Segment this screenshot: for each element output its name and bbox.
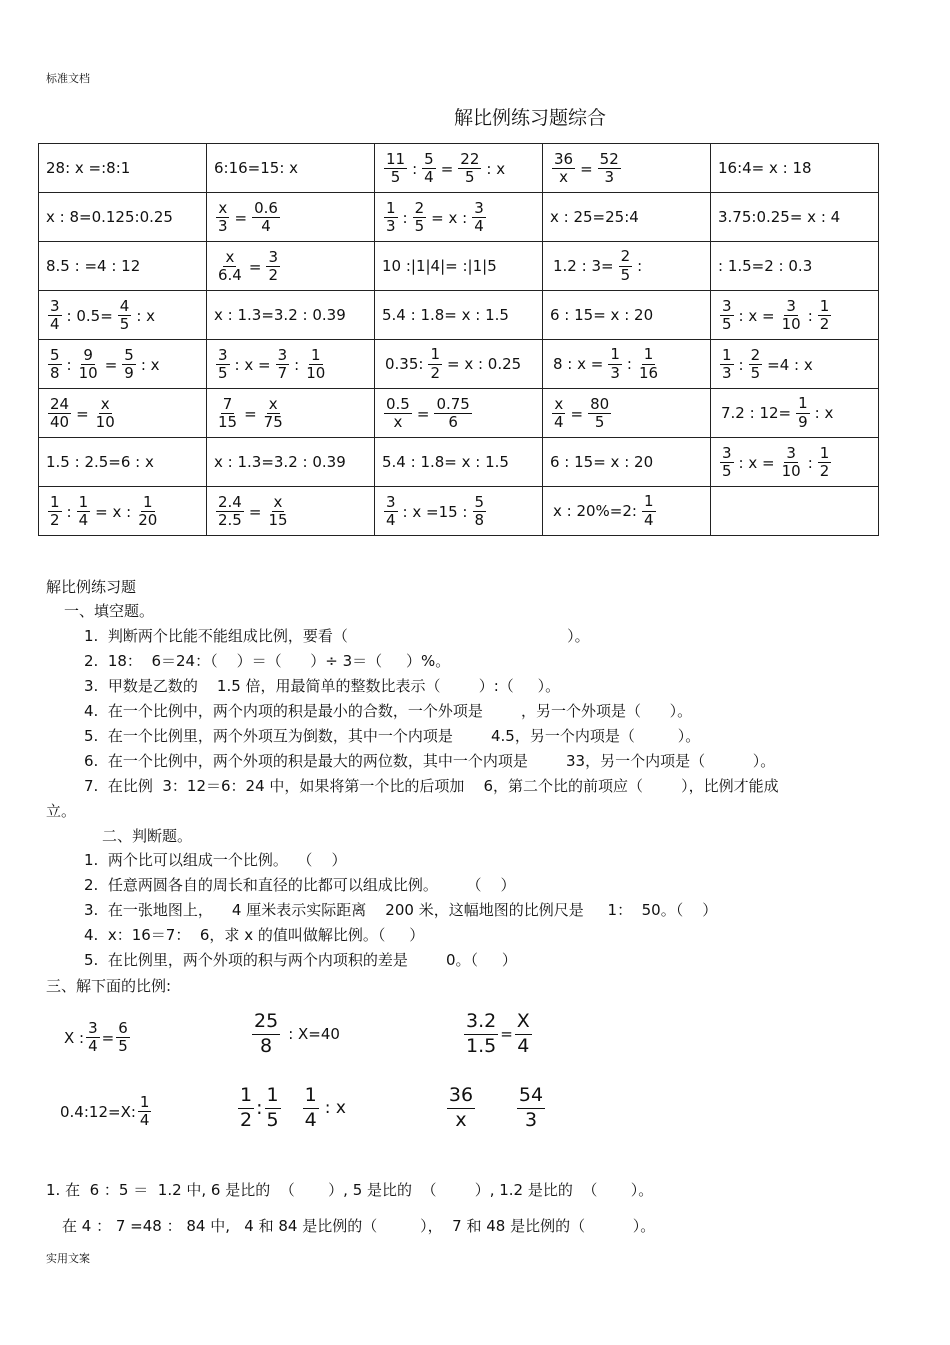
fraction: $\frac{x}{3}$ xyxy=(218,198,228,235)
equation: 6 : 15= x : 20 xyxy=(550,453,654,471)
grid-cell xyxy=(711,438,879,487)
grid-cell xyxy=(39,242,207,291)
solve-problem-1: X : $\frac{3}{4}$ = $\frac{6}{5}$ xyxy=(64,1019,128,1056)
equation: 1.2 : 3= $\frac{2}{5}$ : xyxy=(553,247,643,284)
fraction: $\frac{7}{15}$ xyxy=(218,394,238,431)
equation: 3.75:0.25= x : 4 xyxy=(718,208,841,226)
fraction: $\frac{24}{40}$ xyxy=(50,394,70,431)
equation: $\frac{1}{2}$ : $\frac{1}{4}$ = x : $\frac{1}{20}$ xyxy=(50,492,158,529)
equation: $\frac{5}{8}$ : $\frac{9}{10}$ = $\frac{5}{9}$ : x xyxy=(50,345,160,382)
grid-cell xyxy=(543,242,711,291)
fraction: $\frac{x}{4}$ xyxy=(554,394,564,431)
fill-list xyxy=(84,624,914,799)
grid-row xyxy=(39,291,879,340)
fraction: $\frac{1}{9}$ xyxy=(798,394,808,431)
grid-cell xyxy=(711,242,879,291)
fraction: $\frac{1}{4}$ xyxy=(139,1093,150,1130)
grid-cell xyxy=(39,144,207,193)
fill-item: 2. 18： 6＝24：（ ）＝（ ）÷ 3＝（ ）%。 xyxy=(84,652,451,670)
fraction: $\frac{11}{5}$ xyxy=(386,149,406,186)
judge-item: 1. 两个比可以组成一个比例。 （ ） xyxy=(84,851,347,869)
fraction: $\frac{3}{4}$ xyxy=(88,1019,98,1056)
fraction: $\frac{1}{2}$ xyxy=(430,345,440,382)
fraction: $\frac{0.75}{6}$ xyxy=(436,394,470,431)
judge-item: 2. 任意两圆各自的周长和直径的比都可以组成比例。 （ ） xyxy=(84,876,516,894)
grid-cell xyxy=(375,193,543,242)
solve-problem-3: $\frac{3.2}{1.5}$ = $\frac{X}{4}$ xyxy=(466,1010,530,1057)
grid-row xyxy=(39,242,879,291)
fraction: $\frac{36}{x}$ xyxy=(554,149,574,186)
fraction: $\frac{3}{2}$ xyxy=(268,247,278,284)
grid-row xyxy=(39,193,879,242)
fraction: $\frac{1}{3}$ xyxy=(610,345,620,382)
grid-cell xyxy=(39,487,207,536)
grid-cell xyxy=(207,389,375,438)
equation: $\frac{3}{4}$ : x =15 : $\frac{5}{8}$ xyxy=(386,492,485,529)
solve-problem-5: $\frac{1}{2}$ : $\frac{1}{5}$ $\frac{1}{4}$ : x xyxy=(240,1084,346,1131)
equation: $\frac{3}{5}$ : x = $\frac{3}{10}$ : $\frac{1}{2}$ xyxy=(722,296,830,333)
fraction: $\frac{3}{10}$ xyxy=(781,296,801,333)
judge-heading: 二、判断题。 xyxy=(102,827,193,845)
equation: 5.4 : 1.8= x : 1.5 xyxy=(382,306,509,324)
grid-cell xyxy=(543,389,711,438)
fraction: $\frac{0.6}{4}$ xyxy=(254,198,278,235)
solve-heading: 三、解下面的比例: xyxy=(46,977,172,995)
judge-item: 3. 在一张地图上， 4 厘米表示实际距离 200 米，这幅地图的比例尺是 1： 50。（ ） xyxy=(84,901,718,919)
fraction: $\frac{2}{5}$ xyxy=(414,198,425,235)
fill-item-7-continuation: 立。 xyxy=(46,802,77,820)
equation: x : 25=25:4 xyxy=(550,208,639,226)
fraction: $\frac{36}{x}$ xyxy=(448,1084,474,1131)
fraction: $\frac{1}{4}$ xyxy=(643,492,654,529)
solve-problem-4: 0.4:12=X: $\frac{1}{4}$ xyxy=(60,1093,150,1130)
fill-item: 4. 在一个比例中，两个内项的积是最小的合数，一个外项是 ，另一个外项是（ ）。 xyxy=(84,702,693,720)
fill-item: 1. 判断两个比能不能组成比例，要看（ ）。 xyxy=(84,627,590,645)
grid-cell xyxy=(39,291,207,340)
grid-cell xyxy=(207,193,375,242)
grid-row xyxy=(39,487,879,536)
equation: 8 : x = $\frac{1}{3}$ : $\frac{1}{16}$ xyxy=(553,345,659,382)
fraction: $\frac{3}{10}$ xyxy=(781,443,801,480)
fraction: $\frac{1}{2}$ xyxy=(819,443,830,480)
equation: $\frac{x}{6.4}$ = $\frac{3}{2}$ xyxy=(218,247,278,284)
section-heading: 解比例练习题 xyxy=(46,578,137,596)
fraction: $\frac{52}{3}$ xyxy=(599,149,619,186)
fraction: $\frac{4}{5}$ xyxy=(119,296,130,333)
grid-cell xyxy=(375,242,543,291)
grid-cell xyxy=(711,291,879,340)
equation: 6 : 15= x : 20 xyxy=(550,306,654,324)
equation: $\frac{x}{3}$ = $\frac{0.6}{4}$ xyxy=(218,198,278,235)
grid-cell xyxy=(207,242,375,291)
fraction: $\frac{3}{7}$ xyxy=(277,345,288,382)
fraction: $\frac{1}{20}$ xyxy=(138,492,158,529)
equation: $\frac{36}{x}$ = $\frac{52}{3}$ xyxy=(554,149,619,186)
equation: x : 1.3=3.2 : 0.39 xyxy=(214,306,346,324)
grid-cell xyxy=(207,438,375,487)
grid-cell xyxy=(39,389,207,438)
fraction: $\frac{5}{4}$ xyxy=(424,149,434,186)
fill-item: 6. 在一个比例中，两个外项的积是最大的两位数，其中一个内项是 33，另一个内项是（ ）。 xyxy=(84,752,776,770)
fraction: $\frac{X}{4}$ xyxy=(516,1010,530,1057)
grid-cell xyxy=(375,340,543,389)
grid-cell xyxy=(375,144,543,193)
fraction: $\frac{6}{5}$ xyxy=(118,1019,128,1056)
equation: 7.2 : 12= $\frac{1}{9}$ : x xyxy=(721,394,834,431)
equation: $\frac{x}{4}$ = $\frac{80}{5}$ xyxy=(554,394,610,431)
equation: $\frac{7}{15}$ = $\frac{x}{75}$ xyxy=(218,394,283,431)
fraction: $\frac{2.4}{2.5}$ xyxy=(218,492,242,529)
grid-row xyxy=(39,144,879,193)
grid-cell xyxy=(711,340,879,389)
equation: $\frac{24}{40}$ = $\frac{x}{10}$ xyxy=(50,394,115,431)
grid-cell xyxy=(39,193,207,242)
page-title: 解比例练习题综合 xyxy=(453,107,606,129)
fraction: $\frac{1}{3}$ xyxy=(386,198,396,235)
grid-cell xyxy=(207,144,375,193)
equation: $\frac{0.5}{x}$ = $\frac{0.75}{6}$ xyxy=(386,394,470,431)
bottom-line-1: 1. 在 6 ：5 ＝ 1.2 中, 6 是比的 （ ）, 5 是比的 （ ）, 1.2 是比的 （ ）。 xyxy=(46,1181,654,1199)
fraction: $\frac{1}{4}$ xyxy=(304,1084,317,1131)
equation: 5.4 : 1.8= x : 1.5 xyxy=(382,453,509,471)
header-label: 标准文档 xyxy=(46,72,90,85)
fraction: $\frac{3}{4}$ xyxy=(386,492,396,529)
equation: $\frac{3}{5}$ : x = $\frac{3}{7}$ : $\frac{1}{10}$ xyxy=(218,345,326,382)
grid-cell xyxy=(711,389,879,438)
fraction: $\frac{5}{9}$ xyxy=(124,345,134,382)
fraction: $\frac{2}{5}$ xyxy=(620,247,631,284)
fraction: $\frac{9}{10}$ xyxy=(78,345,98,382)
fraction: $\frac{2}{5}$ xyxy=(750,345,761,382)
fraction: $\frac{3}{5}$ xyxy=(722,296,732,333)
fraction: $\frac{80}{5}$ xyxy=(590,394,610,431)
fraction: $\frac{3.2}{1.5}$ xyxy=(466,1010,497,1057)
fill-item: 3. 甲数是乙数的 1.5 倍，用最简单的整数比表示（ ）:（ ）。 xyxy=(84,677,561,695)
grid-cell xyxy=(375,291,543,340)
fraction: $\frac{3}{5}$ xyxy=(722,443,732,480)
equation: $\frac{3}{4}$ : 0.5= $\frac{4}{5}$ : x xyxy=(50,296,156,333)
fraction: $\frac{x}{15}$ xyxy=(268,492,288,529)
equation: $\frac{1}{3}$ : $\frac{2}{5}$ =4 : x xyxy=(722,345,813,382)
fraction: $\frac{5}{8}$ xyxy=(474,492,485,529)
fraction: $\frac{1}{3}$ xyxy=(722,345,732,382)
fraction: $\frac{1}{2}$ xyxy=(50,492,60,529)
fraction: $\frac{x}{75}$ xyxy=(263,394,283,431)
fraction: $\frac{1}{5}$ xyxy=(266,1084,279,1131)
grid-cell xyxy=(543,340,711,389)
fraction: $\frac{x}{10}$ xyxy=(95,394,115,431)
fraction: $\frac{5}{8}$ xyxy=(50,345,60,382)
fraction: $\frac{3}{4}$ xyxy=(50,296,60,333)
fill-item: 5. 在一个比例里，两个外项互为倒数，其中一个内项是 4.5，另一个内项是（ ）。 xyxy=(84,727,701,745)
judge-list xyxy=(84,848,914,973)
fraction: $\frac{1}{10}$ xyxy=(306,345,326,382)
equation: 6:16=15: x xyxy=(214,159,299,177)
grid-cell xyxy=(711,487,879,536)
fraction: $\frac{x}{6.4}$ xyxy=(218,247,242,284)
equation: 16:4= x : 18 xyxy=(718,159,812,177)
grid-row xyxy=(39,389,879,438)
equation: x : 1.3=3.2 : 0.39 xyxy=(214,453,346,471)
fraction: $\frac{54}{3}$ xyxy=(518,1084,544,1131)
equation: 8.5 : =4 : 12 xyxy=(46,257,141,275)
equation: 1.5 : 2.5=6 : x xyxy=(46,453,154,471)
equation: x : 20%=2: $\frac{1}{4}$ xyxy=(553,492,654,529)
equation: $\frac{3}{5}$ : x = $\frac{3}{10}$ : $\frac{1}{2}$ xyxy=(722,443,830,480)
grid-cell xyxy=(39,340,207,389)
fraction: $\frac{1}{2}$ xyxy=(240,1084,253,1131)
grid-cell xyxy=(207,487,375,536)
grid-cell xyxy=(39,438,207,487)
equation: $\frac{1}{3}$ : $\frac{2}{5}$ = x : $\frac{3}{4}$ xyxy=(386,198,484,235)
bottom-line-2: 在 4 ： 7 =48 ： 84 中, 4 和 84 是比例的（ ）， 7 和 48 是比例的（ ）。 xyxy=(62,1217,656,1235)
equation: x : 8=0.125:0.25 xyxy=(46,208,173,226)
fill-heading: 一、填空题。 xyxy=(64,602,155,620)
grid-cell xyxy=(375,487,543,536)
fraction: $\frac{3}{4}$ xyxy=(474,198,484,235)
grid-cell xyxy=(543,291,711,340)
grid-cell xyxy=(543,438,711,487)
grid-row xyxy=(39,438,879,487)
equation: 10 :|1|4|= :|1|5 xyxy=(382,257,497,275)
fraction: $\frac{22}{5}$ xyxy=(460,149,480,186)
grid-cell xyxy=(375,389,543,438)
grid-cell xyxy=(711,193,879,242)
grid-cell xyxy=(375,438,543,487)
grid-cell xyxy=(207,291,375,340)
solve-problem-2: $\frac{25}{8}$ : X=40 xyxy=(254,1010,340,1057)
exercise-grid xyxy=(38,143,879,536)
fraction: $\frac{25}{8}$ xyxy=(254,1010,279,1057)
fraction: $\frac{0.5}{x}$ xyxy=(386,394,410,431)
equation: $\frac{11}{5}$ : $\frac{5}{4}$ = $\frac{22}{5}$ : x xyxy=(386,149,506,186)
grid-cell xyxy=(543,193,711,242)
fraction: $\frac{1}{16}$ xyxy=(638,345,659,382)
grid-cell xyxy=(711,144,879,193)
equation: 28: x =:8:1 xyxy=(46,159,131,177)
fraction: $\frac{1}{2}$ xyxy=(819,296,830,333)
equation: : 1.5=2 : 0.3 xyxy=(718,257,813,275)
judge-item: 4. x：16＝7： 6，求 x 的值叫做解比例。（ ） xyxy=(84,926,425,944)
judge-item: 5. 在比例里，两个外项的积与两个内项积的差是 0。（ ） xyxy=(84,951,517,969)
grid-cell xyxy=(207,340,375,389)
fill-item: 7. 在比例 3：12＝6：24 中，如果将第一个比的后项加 6，第二个比的前项应（ ），比例才能成 xyxy=(84,777,779,795)
solve-problem-6 xyxy=(442,1084,550,1133)
grid-cell xyxy=(543,487,711,536)
grid-cell xyxy=(543,144,711,193)
fraction: $\frac{3}{5}$ xyxy=(218,345,228,382)
equation: $\frac{2.4}{2.5}$ = $\frac{x}{15}$ xyxy=(218,492,288,529)
grid-row xyxy=(39,340,879,389)
equation: 0.35: $\frac{1}{2}$ = x : 0.25 xyxy=(385,345,522,382)
footer-label: 实用文案 xyxy=(46,1252,90,1265)
fraction: $\frac{1}{4}$ xyxy=(78,492,89,529)
